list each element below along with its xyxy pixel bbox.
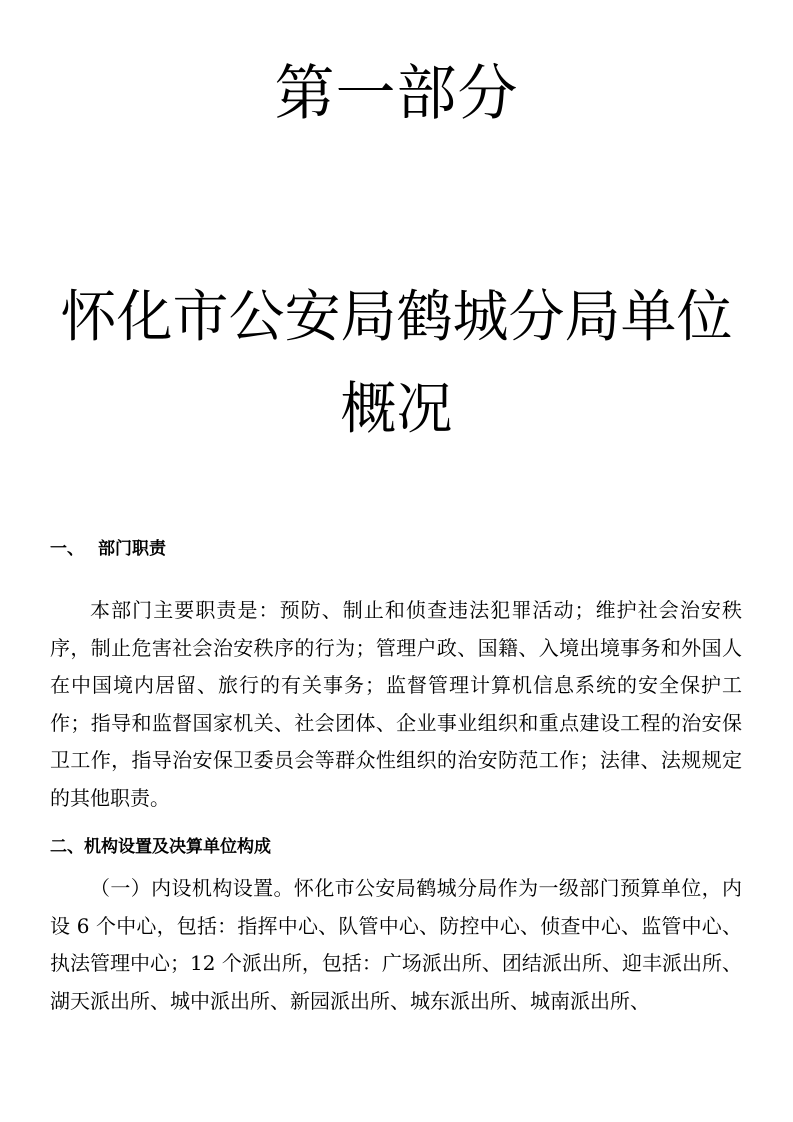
main-title — [0, 272, 793, 456]
section-1-number: 一、 — [50, 539, 84, 559]
section-1-title: 部门职责 — [98, 539, 166, 559]
section-2-heading: 二、机构设置及决算单位构成 — [50, 837, 271, 857]
section-2-body: （一）内设机构设置。怀化市公安局鹤城分局作为一级部门预算单位，内设 6 个中心，包括：指挥中心、队管中心、防控中心、侦查中心、监管中心、执法管理中心；12 个派出所，包括：广场派出所、团结派出所、迎丰派出所、湖天派出所、城中派出所、新园派出所、城东派出所、城南派出所、 — [50, 876, 742, 1013]
section-1-body: 本部门主要职责是：预防、制止和侦查违法犯罪活动；维护社会治安秩序，制止危害社会治安秩序的行为；管理户政、国籍、入境出境事务和外国人在中国境内居留、旅行的有关事务；监督管理计算机信息系统的安全保护工作；指导和监督国家机关、社会团体、企业事业组织和重点建设工程的治安保卫工作，指导治安保卫委员会等群众性组织的治安防范工作；法律、法规规定的其他职责。 — [50, 598, 742, 810]
main-title-line-1: 怀化市公安局鹤城分局单位 — [60, 285, 733, 350]
section-1-heading — [50, 537, 166, 561]
part-title: 第一部分 — [274, 59, 519, 129]
main-title-line-2: 概况 — [340, 377, 453, 442]
